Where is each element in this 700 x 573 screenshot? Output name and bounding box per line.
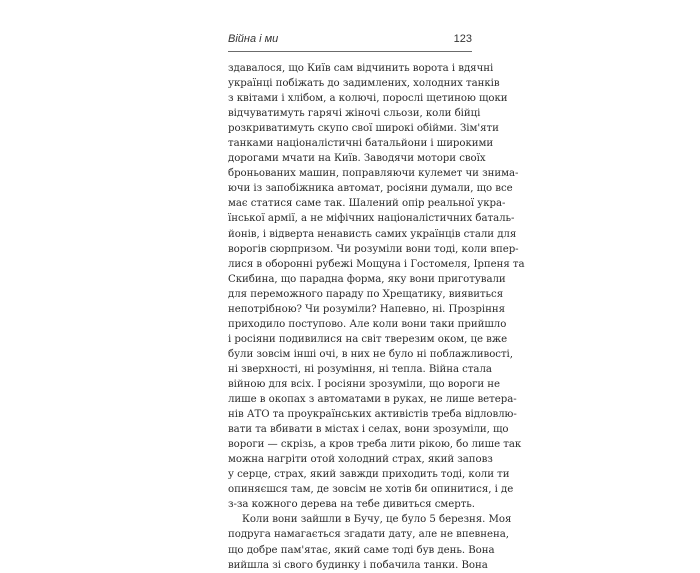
text-line: вийшла зі свого будинку і побачила танки. Вона	[228, 559, 488, 571]
text-line: лише в окопах з автоматами в руках, не лише ветера-	[228, 394, 517, 406]
text-line: дорогами мчати на Київ. Заводячи мотори своїх	[228, 153, 486, 165]
text-line: їнської армії, а не міфічних націоналістичних баталь-	[228, 213, 515, 225]
text-line: війною для всіх. І росіяни зрозуміли, що вороги не	[228, 378, 501, 390]
text-line: нів АТО та проукраїнських активістів треба відловлю-	[228, 409, 517, 421]
text-line: приходило поступово. Але коли вони таки прийшло	[228, 318, 507, 330]
text-line: подруга намагається згадати дату, але не впевнена,	[228, 529, 509, 541]
text-line: ні зверхності, ні розуміння, ні тепла. Війна стала	[228, 363, 492, 375]
running-title: Війна і ми	[228, 33, 279, 45]
text-line: розкриватимуть скупо свої широкі обійми. Зім'яти	[228, 123, 499, 135]
text-line: у серце, страх, який завжди приходить тоді, коли ти	[228, 469, 510, 481]
text-line: танками націоналістичні батальйони і широкими	[228, 138, 494, 150]
text-line: здавалося, що Київ сам відчинить ворота і вдячні	[228, 63, 494, 74]
text-line: для переможного параду по Хрещатику, виявиться	[228, 288, 504, 300]
text-line: що добре пам'ятає, який саме тоді був день. Вона	[228, 544, 495, 556]
text-line: ючи із запобіжника автомат, росіяни думали, що все	[228, 183, 513, 195]
page-number: 123	[453, 33, 472, 45]
body-text	[228, 61, 525, 573]
text-line: лися в оборонні рубежі Мощуна і Гостомеля, Ірпеня та	[228, 258, 525, 270]
text-line: можна нагріти отой холодний страх, який заповз	[228, 454, 493, 466]
text-line: ворогів сюрпризом. Чи розуміли вони тоді, коли впер-	[228, 243, 519, 255]
text-line: були зовсім інші очі, в них не було ні поблажливості,	[228, 348, 513, 360]
text-line: вати та вбивати в містах і селах, вони зрозуміли, що	[228, 424, 509, 436]
text-line: вороги — скрізь, а кров треба лити рікою, бо лише так	[228, 439, 522, 451]
text-line: відчуватимуть гарячі жіночі сльози, коли бійці	[228, 108, 481, 120]
text-line: йонів, і відверта ненависть самих українців стали для	[228, 228, 517, 240]
text-line: Коли вони зайшли в Бучу, це було 5 березня. Моя	[242, 514, 512, 526]
text-line: Скибина, що парадна форма, яку вони приготували	[228, 273, 506, 285]
text-line: і росіяни подивилися на світ тверезим оком, це вже	[228, 333, 508, 345]
text-line: опиняєшся там, де зовсім не хотів би опинитися, і де	[228, 484, 514, 496]
text-line: непотрібною? Чи розуміли? Напевно, ні. Прозріння	[228, 303, 505, 315]
text-line: з-за кожного дерева на тебе дивиться смерть.	[228, 499, 475, 511]
text-line: має статися саме так. Шалений опір реальної укра-	[228, 198, 506, 210]
text-line: броньованих машин, поправляючи кулемет чи знима-	[228, 168, 519, 180]
running-header	[228, 33, 472, 52]
text-line: українці побіжать до задимлених, холодних танків	[228, 78, 500, 90]
text-line: з квітами і хлібом, а колючі, порослі щетиною щоки	[228, 93, 508, 105]
